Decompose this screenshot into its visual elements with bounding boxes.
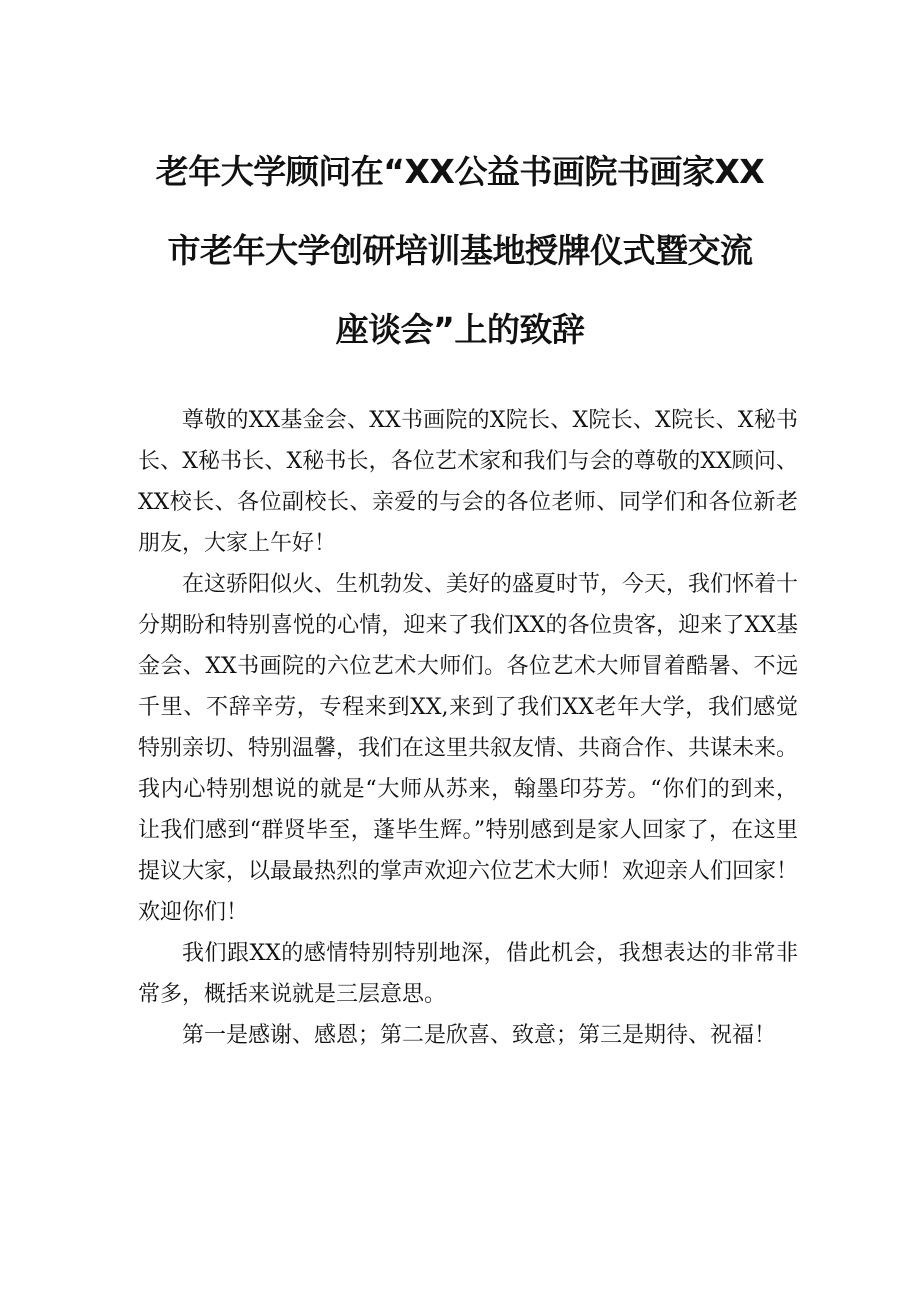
title-line: 老年大学顾问在“XX公益书画院书画家XX <box>155 152 765 191</box>
paragraph-feelings: 我们跟XX的感情特别特别地深，借此机会，我想表达的非常非常多，概括来说就是三层意思。 <box>138 941 798 1007</box>
title-line: 座谈会”上的致辞 <box>335 310 585 349</box>
paragraph-three-points: 第一是感谢、感恩；第二是欣喜、致意；第三是期待、祝福！ <box>182 1023 777 1048</box>
paragraph-greeting: 尊敬的XX基金会、XX书画院的X院长、X院长、X院长、X秘书长、X秘书长、X秘书长，各位艺术家和我们与会的尊敬的XX顾问、XX校长、各位副校长、亲爱的与会的各位老师、同学们和各位新老朋友，大家上午好！ <box>138 408 798 556</box>
document-title <box>120 132 800 369</box>
paragraph-welcome: 在这骄阳似火、生机勃发、美好的盛夏时节，今天，我们怀着十分期盼和特别喜悦的心情，迎来了我们XX的各位贵客，迎来了XX基金会、XX书画院的六位艺术大师们。各位艺术大师冒着酷暑、不远千里、不辞辛劳，专程来到XX,来到了我们XX老年大学，我们感觉特别亲切、特别温馨，我们在这里共叙友情、共商合作、共谋未来。我内心特别想说的就是“大师从苏来，翰墨印芬芳。“你们的到来，让我们感到“群贤毕至，蓬毕生辉。”特别感到是家人回家了，在这里提议大家，以最最热烈的掌声欢迎六位艺术大师！欢迎亲人们回家！欢迎你们！ <box>138 572 799 925</box>
title-line: 市老年大学创研培训基地授牌仪式暨交流 <box>167 231 753 270</box>
document-body <box>138 400 798 1056</box>
